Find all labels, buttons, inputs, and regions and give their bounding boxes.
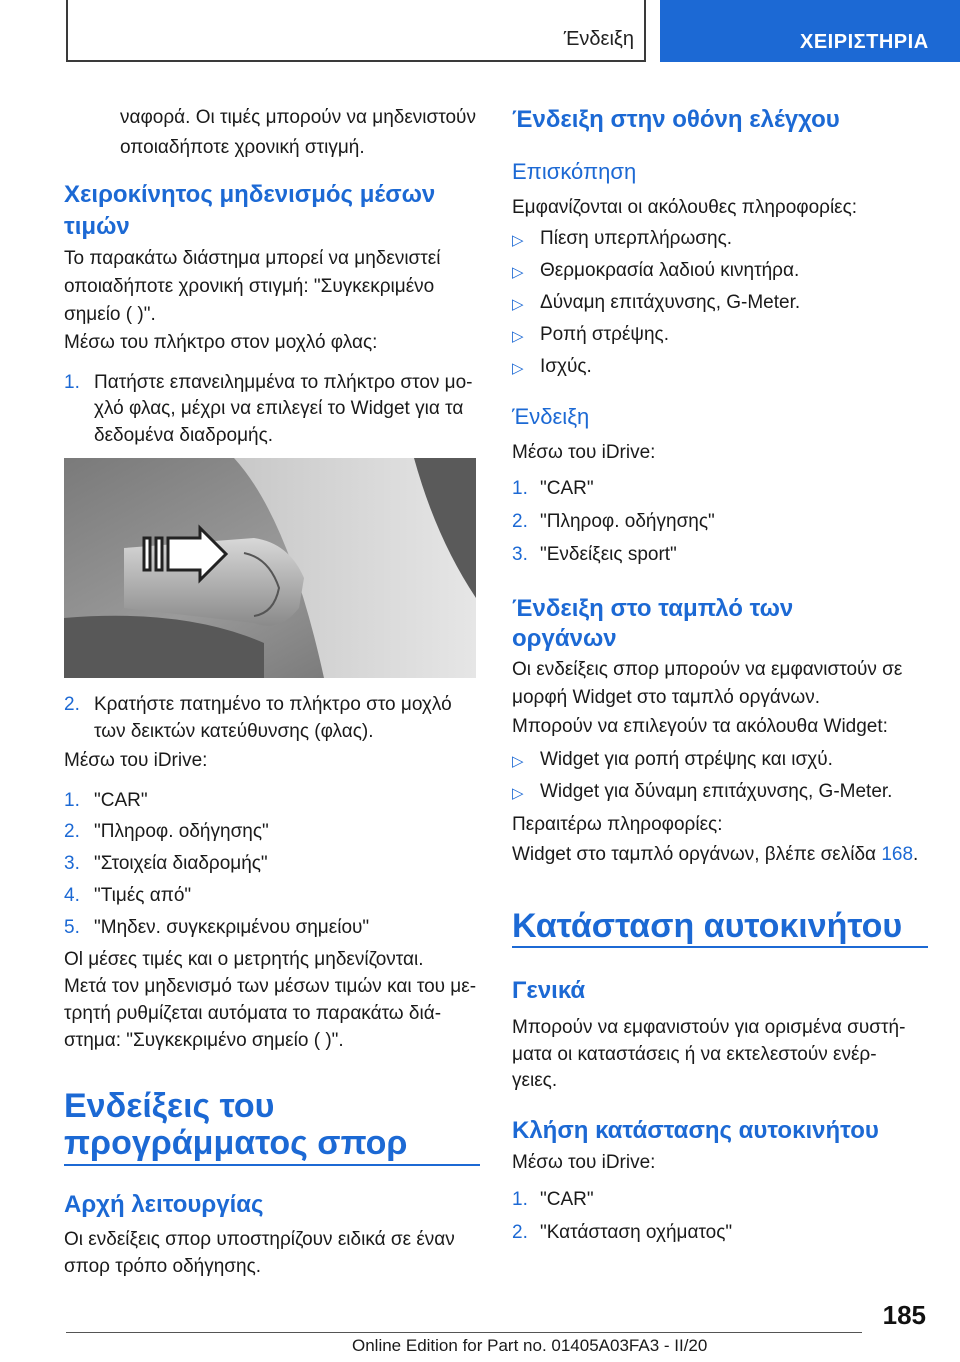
intro-line-2: οποιαδήποτε χρονική στιγμή. [120, 137, 365, 158]
cluster-title-2: οργάνων [512, 625, 617, 652]
widget-item-2: Widget για δύναμη επιτάχυνσης, G-Meter. [540, 781, 893, 802]
display-item-3: "Ενδείξεις sport" [540, 544, 677, 565]
display-via-idrive: Μέσω του iDrive: [512, 442, 656, 463]
call-via-idrive: Μέσω του iDrive: [512, 1152, 656, 1173]
turn-signal-lever-illustration [64, 458, 476, 678]
display-num-3: 3. [512, 544, 528, 565]
overview-item-3: Δύναμη επιτάχυνσης, G-Meter. [540, 292, 801, 313]
status-item-1: "CAR" [540, 1189, 594, 1210]
display-num-1: 1. [512, 478, 528, 499]
reference-line [512, 840, 918, 870]
menu-num-1: 1. [64, 790, 80, 811]
overview-title: Επισκόπηση [512, 159, 637, 184]
sport-title-2: προγράμματος σπορ [64, 1124, 408, 1162]
menu-num-2: 2. [64, 821, 80, 842]
status-num-1: 1. [512, 1189, 528, 1210]
menu-item-2: "Πληροφ. οδήγησης" [94, 821, 269, 842]
manual-reset-title-2: τιμών [64, 213, 130, 240]
general-title: Γενικά [512, 977, 586, 1004]
bullet-arrow-icon: ▷ [512, 296, 524, 313]
after-text-1: Ol μέσες τιμές και ο μετρητής μηδενίζονται. [64, 949, 424, 970]
widget-item-1: Widget για ροπή στρέψης και ισχύ. [540, 749, 833, 770]
step2-line-1: Κρατήστε πατημένο το πλήκτρο στο μοχλό [94, 694, 452, 715]
manual-reset-text-3: σημείο ( )". [64, 304, 156, 325]
bullet-arrow-icon: ▷ [512, 328, 524, 345]
cid-title: Ένδειξη στην οθόνη ελέγχου [512, 106, 840, 133]
header-frame [66, 0, 646, 62]
menu-item-4: "Τιμές από" [94, 885, 192, 906]
step1-line-3: δεδομένα διαδρομής. [94, 425, 274, 446]
manual-reset-title-1: Χειροκίνητος μηδενισμός μέσων [64, 181, 436, 208]
general-text-1: Μπορούν να εμφανιστούν για ορισμένα συστή- [512, 1017, 906, 1038]
page-reference-link[interactable]: 168 [881, 844, 914, 865]
step1-line-1: Πατήστε επανειλημμένα το πλήκτρο στον μο- [94, 372, 473, 393]
menu-item-3: "Στοιχεία διαδρομής" [94, 853, 268, 874]
via-idrive-text: Μέσω του iDrive: [64, 750, 208, 771]
header-section-title: Ένδειξη [563, 28, 634, 50]
step1-number: 1. [64, 372, 80, 393]
bullet-arrow-icon: ▷ [512, 232, 524, 249]
sport-title-1: Ενδείξεις του [64, 1087, 275, 1125]
menu-num-3: 3. [64, 853, 80, 874]
manual-reset-text-1: Το παρακάτω διάστημα μπορεί να μηδενιστεί [64, 248, 441, 269]
vehicle-status-rule [512, 946, 928, 948]
footer-edition: Online Edition for Part no. 01405A03FA3 - II/20 [352, 1336, 708, 1355]
footer-rule [66, 1332, 862, 1333]
menu-item-1: "CAR" [94, 790, 148, 811]
display-title: Ένδειξη [512, 404, 590, 429]
general-text-2: ματα οι καταστάσεις ή να εκτελεστούν ενέρ- [512, 1044, 877, 1065]
sport-title-rule [64, 1164, 480, 1166]
widgets-text: Μπορούν να επιλεγούν τα ακόλουθα Widget: [512, 716, 888, 737]
via-lever-text: Μέσω του πλήκτρο στον μοχλό φλας: [64, 332, 378, 353]
header-chapter-tab [660, 0, 960, 62]
cluster-text-2: μορφή Widget στο ταμπλό οργάνων. [512, 687, 821, 708]
after-text-3: τρητή ρυθμίζεται αυτόματα το παρακάτω διά- [64, 1003, 442, 1024]
step2-number: 2. [64, 694, 80, 715]
principle-text-2: σπορ τρόπο οδήγησης. [64, 1256, 262, 1277]
menu-num-4: 4. [64, 885, 80, 906]
display-item-2: "Πληροφ. οδήγησης" [540, 511, 715, 532]
bullet-arrow-icon: ▷ [512, 264, 524, 281]
more-info-text: Περαιτέρω πληροφορίες: [512, 814, 723, 835]
display-item-1: "CAR" [540, 478, 594, 499]
vehicle-status-title: Κατάσταση αυτοκινήτου [512, 907, 903, 945]
overview-item-5: Ισχύς. [540, 356, 592, 377]
cluster-title-1: Ένδειξη στο ταμπλό των [512, 595, 794, 622]
overview-text: Εμφανίζονται οι ακόλουθες πληροφορίες: [512, 197, 858, 218]
menu-num-5: 5. [64, 917, 80, 938]
principle-title: Αρχή λειτουργίας [64, 1191, 264, 1218]
step2-line-2: των δεικτών κατεύθυνσης (φλας). [94, 721, 374, 742]
display-num-2: 2. [512, 511, 528, 532]
header-chapter-label: ΧΕΙΡΙΣΤΗΡΙΑ [800, 31, 929, 53]
bullet-arrow-icon: ▷ [512, 753, 524, 770]
after-text-4: στημα: "Συγκεκριμένο σημείο ( )". [64, 1030, 344, 1051]
cluster-text-1: Οι ενδείξεις σπορ μπορούν να εμφανιστούν σε [512, 659, 903, 680]
overview-item-2: Θερμοκρασία λαδιού κινητήρα. [540, 260, 800, 281]
call-status-title: Κλήση κατάστασης αυτοκινήτου [512, 1117, 879, 1144]
reference-text: Widget στο ταμπλό οργάνων, βλέπε σελίδα [512, 844, 877, 865]
menu-item-5: "Μηδεν. συγκεκριμένου σημείου" [94, 917, 370, 938]
after-text-2: Μετά τον μηδενισμό των μέσων τιμών και του με- [64, 976, 477, 997]
general-text-3: γειες. [512, 1070, 558, 1091]
bullet-arrow-icon: ▷ [512, 360, 524, 377]
principle-text-1: Οι ενδείξεις σπορ υποστηρίζουν ειδικά σε έναν [64, 1229, 455, 1250]
reference-end: . [913, 844, 919, 865]
manual-reset-text-2: οποιαδήποτε χρονική στιγμή: "Συγκεκριμένο [64, 276, 435, 297]
step1-line-2: χλό φλας, μέχρι να επιλεγεί το Widget για τα [94, 398, 464, 419]
overview-item-1: Πίεση υπερπλήρωσης. [540, 228, 733, 249]
status-num-2: 2. [512, 1222, 528, 1243]
page-number: 185 [882, 1300, 926, 1330]
bullet-arrow-icon: ▷ [512, 785, 524, 802]
intro-line-1: ναφορά. Οι τιμές μπορούν να μηδενιστούν [120, 107, 476, 128]
status-item-2: "Κατάσταση οχήματος" [540, 1222, 733, 1243]
overview-item-4: Ροπή στρέψης. [540, 324, 669, 345]
